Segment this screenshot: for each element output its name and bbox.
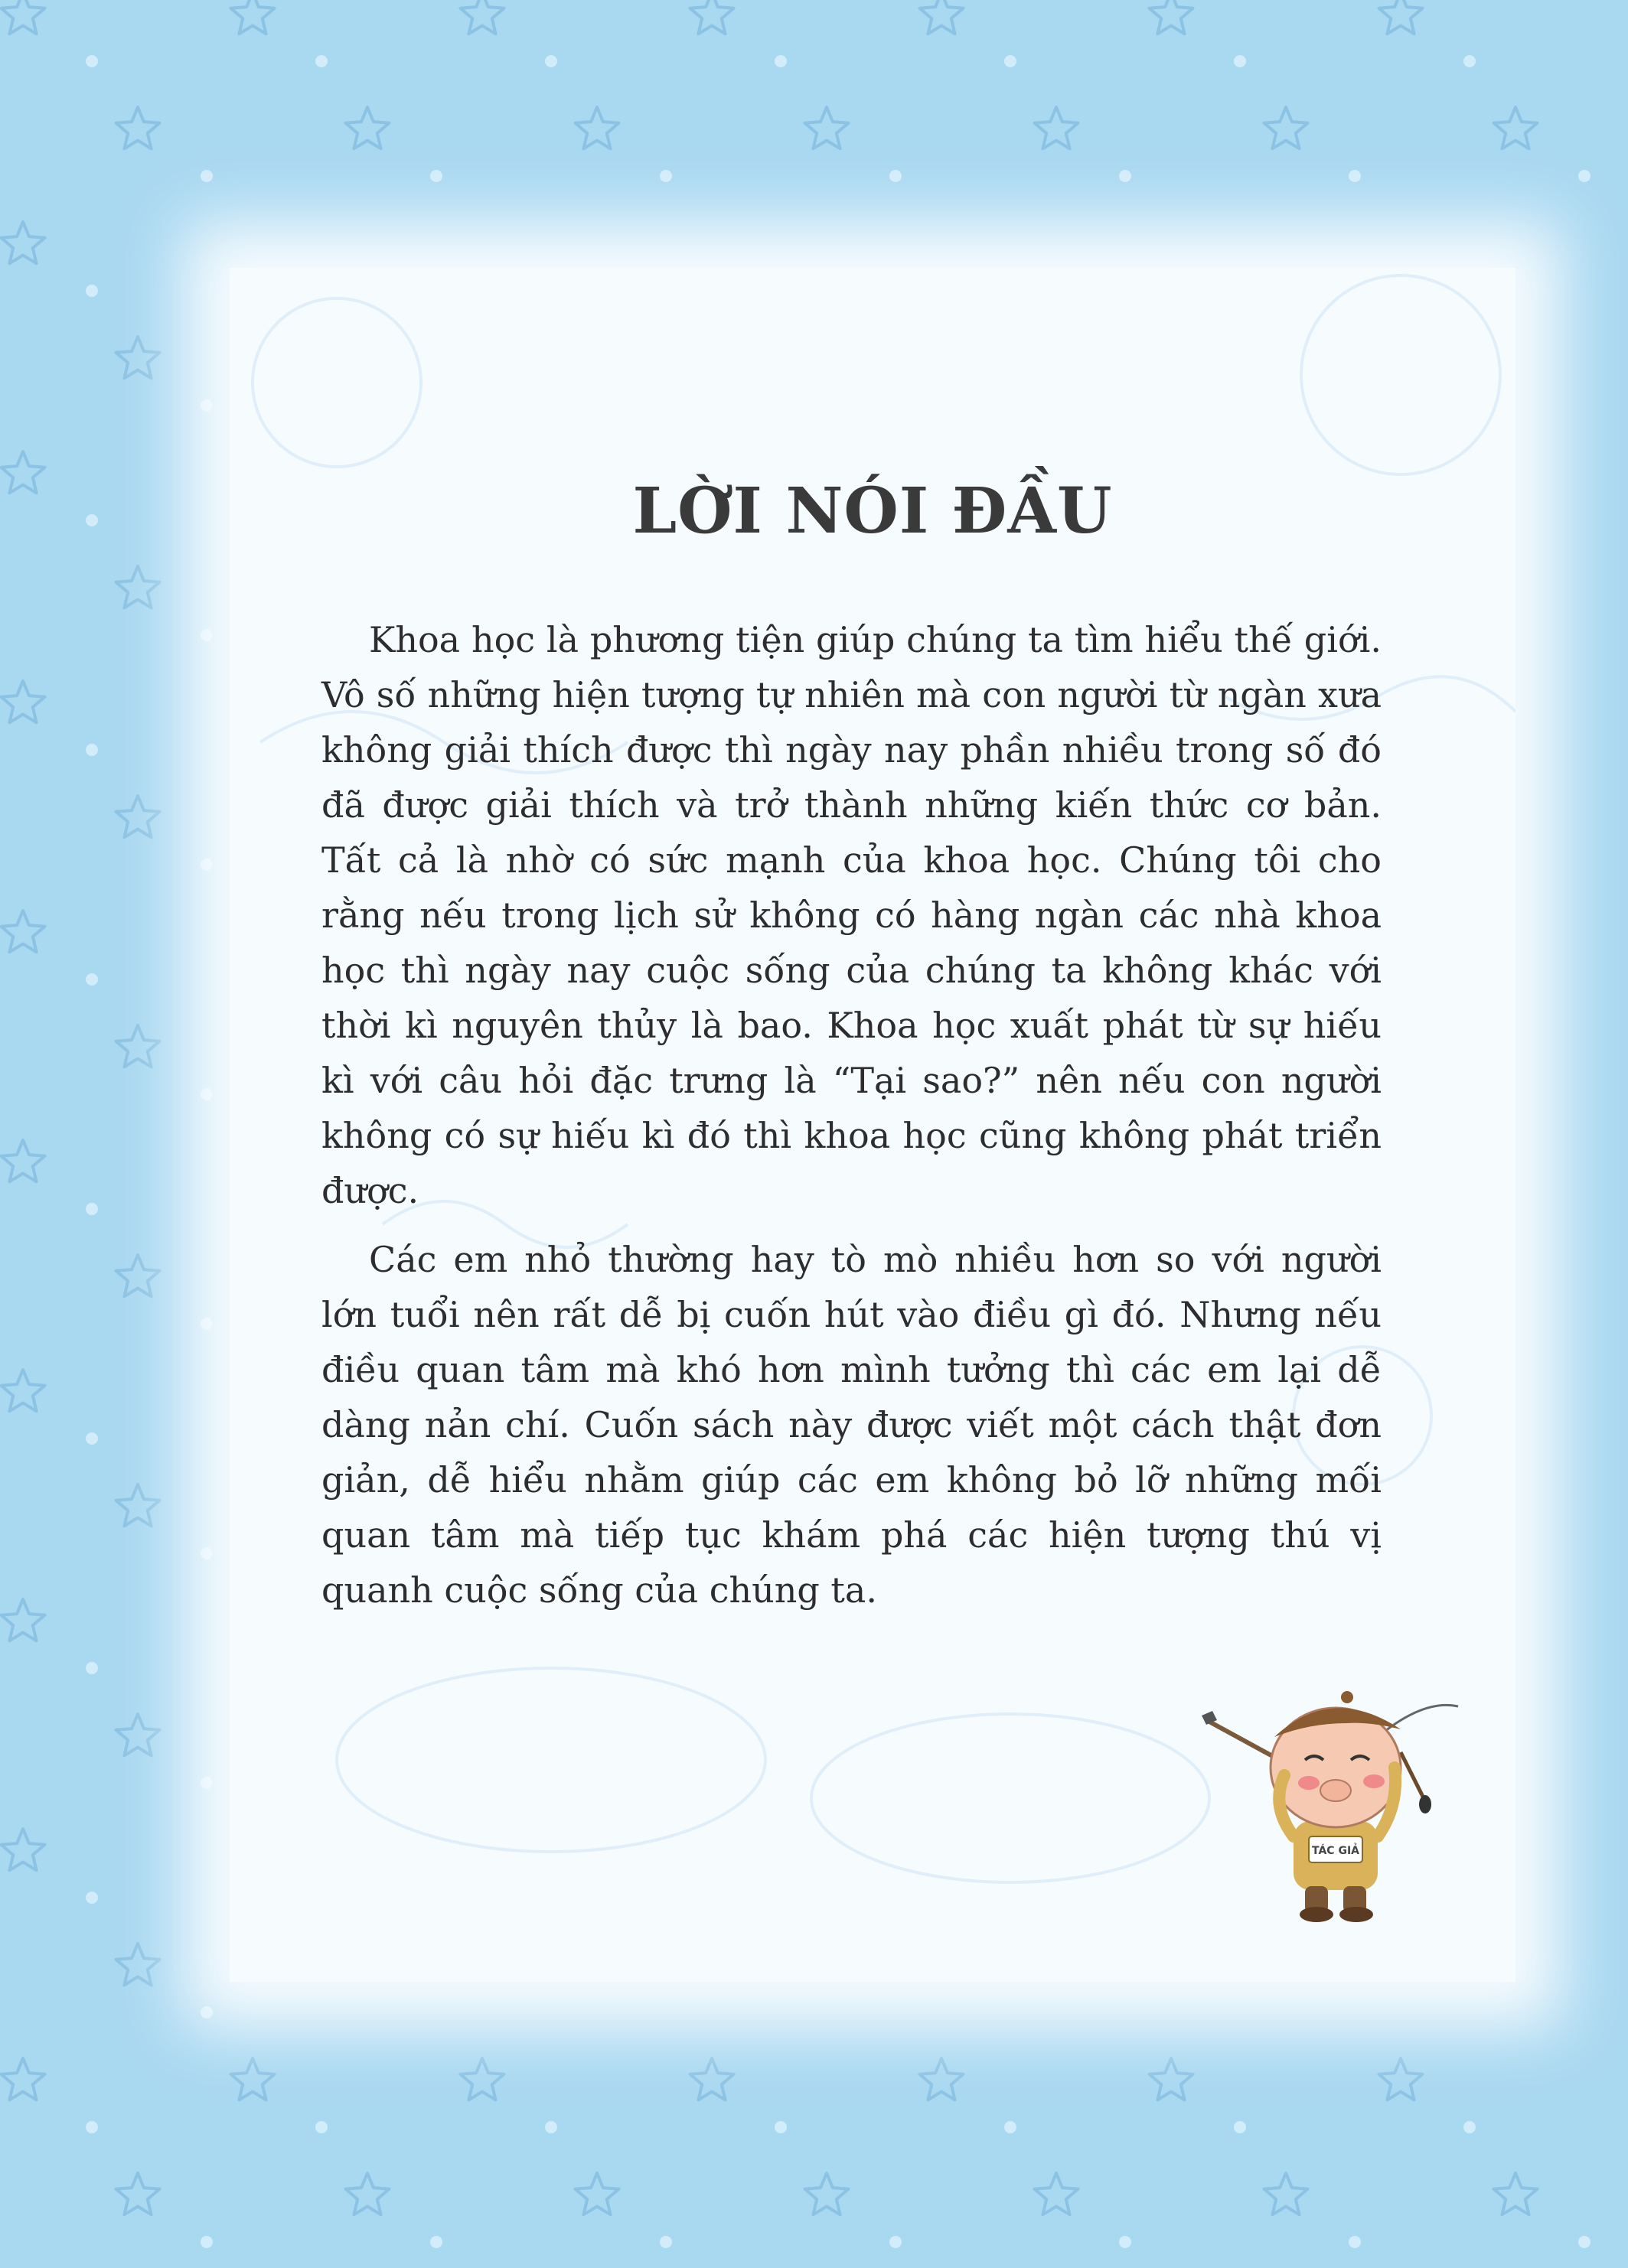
dot-icon (889, 2236, 902, 2248)
dot-icon (315, 55, 328, 67)
dot-icon (1349, 170, 1361, 182)
dot-icon (1234, 55, 1246, 67)
star-icon (2, 1370, 45, 1411)
dot-icon (201, 399, 213, 412)
dot-icon (86, 973, 98, 986)
dot-icon (775, 55, 787, 67)
page-title: LỜI NÓI ĐẦU (632, 474, 1113, 548)
star-icon (576, 2173, 619, 2214)
star-icon (116, 2173, 160, 2214)
dot-icon (1349, 2236, 1361, 2248)
dot-icon (201, 2006, 213, 2019)
star-icon (1150, 0, 1193, 34)
star-icon (2, 1829, 45, 1870)
dot-icon (86, 2121, 98, 2133)
star-icon (116, 337, 160, 378)
dot-icon (86, 1662, 98, 1674)
star-icon (116, 796, 160, 837)
star-icon (116, 566, 160, 608)
dot-icon (430, 170, 442, 182)
star-icon (231, 2058, 275, 2100)
dot-icon (201, 2236, 213, 2248)
star-icon (690, 0, 734, 34)
dot-icon (86, 1432, 98, 1445)
dot-icon (201, 1318, 213, 1330)
star-icon (116, 1025, 160, 1067)
star-icon (116, 107, 160, 148)
star-icon (116, 1714, 160, 1755)
preface-panel (230, 268, 1515, 1982)
star-icon (2, 1599, 45, 1641)
dot-icon (1463, 55, 1476, 67)
dot-icon (201, 1777, 213, 1789)
star-icon (116, 1484, 160, 1526)
dot-icon (201, 1547, 213, 1559)
dot-icon (201, 1088, 213, 1100)
star-icon (1379, 0, 1423, 34)
dot-icon (86, 514, 98, 526)
star-icon (805, 2173, 849, 2214)
preface-body (321, 612, 1382, 1631)
dot-icon (1463, 2121, 1476, 2133)
dot-icon (889, 170, 902, 182)
star-icon (2, 451, 45, 493)
star-icon (2, 1140, 45, 1181)
dot-icon (430, 2236, 442, 2248)
dot-icon (1004, 2121, 1016, 2133)
dot-icon (660, 170, 672, 182)
dot-icon (86, 1892, 98, 1904)
star-icon (461, 0, 504, 34)
author-mascot-icon (1194, 1676, 1470, 1928)
star-icon (346, 2173, 390, 2214)
star-icon (2, 222, 45, 263)
star-icon (1035, 107, 1078, 148)
star-icon (2, 681, 45, 722)
dot-icon (1119, 170, 1131, 182)
dot-icon (545, 55, 557, 67)
star-icon (231, 0, 275, 34)
dot-icon (1119, 2236, 1131, 2248)
star-icon (920, 0, 964, 34)
dot-icon (201, 629, 213, 641)
dot-icon (1578, 2236, 1590, 2248)
star-icon (1264, 2173, 1308, 2214)
star-icon (690, 2058, 734, 2100)
dot-icon (86, 55, 98, 67)
star-icon (805, 107, 849, 148)
star-icon (1494, 107, 1538, 148)
star-icon (2, 2058, 45, 2100)
star-icon (116, 1255, 160, 1296)
dot-icon (660, 2236, 672, 2248)
mascot-badge: TÁC GIẢ (1312, 1845, 1359, 1857)
star-icon (576, 107, 619, 148)
dot-icon (1004, 55, 1016, 67)
preface-paragraph-2: Các em nhỏ thường hay tò mò nhiều hơn so với người lớn tuổi nên rất dễ bị cuốn hút vào điều gì đó. Nhưng nếu điều quan tâm mà khó hơn mình tưởng thì các em lại dễ dàng nản chí. Cuốn sách này được viết một cách thật đơn giản, dễ hiểu nhằm giúp các em không bỏ lỡ những mối quan tâm mà tiếp tục khám phá các hiện tượng thú vị quanh cuộc sống của chúng ta. (321, 1239, 1382, 1611)
star-icon (461, 2058, 504, 2100)
dot-icon (201, 859, 213, 871)
dot-icon (86, 285, 98, 297)
dot-icon (315, 2121, 328, 2133)
star-icon (1494, 2173, 1538, 2214)
star-icon (1150, 2058, 1193, 2100)
dot-icon (1578, 170, 1590, 182)
star-icon (346, 107, 390, 148)
dot-icon (1234, 2121, 1246, 2133)
star-icon (116, 1944, 160, 1985)
star-icon (2, 911, 45, 952)
star-icon (2, 0, 45, 34)
dot-icon (86, 1203, 98, 1215)
dot-icon (775, 2121, 787, 2133)
dot-icon (545, 2121, 557, 2133)
star-icon (920, 2058, 964, 2100)
star-icon (1264, 107, 1308, 148)
dot-icon (86, 744, 98, 756)
star-icon (1379, 2058, 1423, 2100)
dot-icon (201, 170, 213, 182)
preface-paragraph-1: Khoa học là phương tiện giúp chúng ta tìm hiểu thế giới. Vô số những hiện tượng tự nhiên mà con người từ ngàn xưa không giải thích được thì ngày nay phần nhiều trong số đó đã được giải thích và trở thành những kiến thức cơ bản. Tất cả là nhờ có sức mạnh của khoa học. Chúng tôi cho rằng nếu trong lịch sử không có hàng ngàn các nhà khoa học thì ngày nay cuộc sống của chúng ta không khác với thời kì nguyên thủy là bao. Khoa học xuất phát từ sự hiếu kì với câu hỏi đặc trưng là “Tại sao?” nên nếu con người không có sự hiếu kì đó thì khoa học cũng không phát triển được. (321, 619, 1382, 1211)
star-icon (1035, 2173, 1078, 2214)
